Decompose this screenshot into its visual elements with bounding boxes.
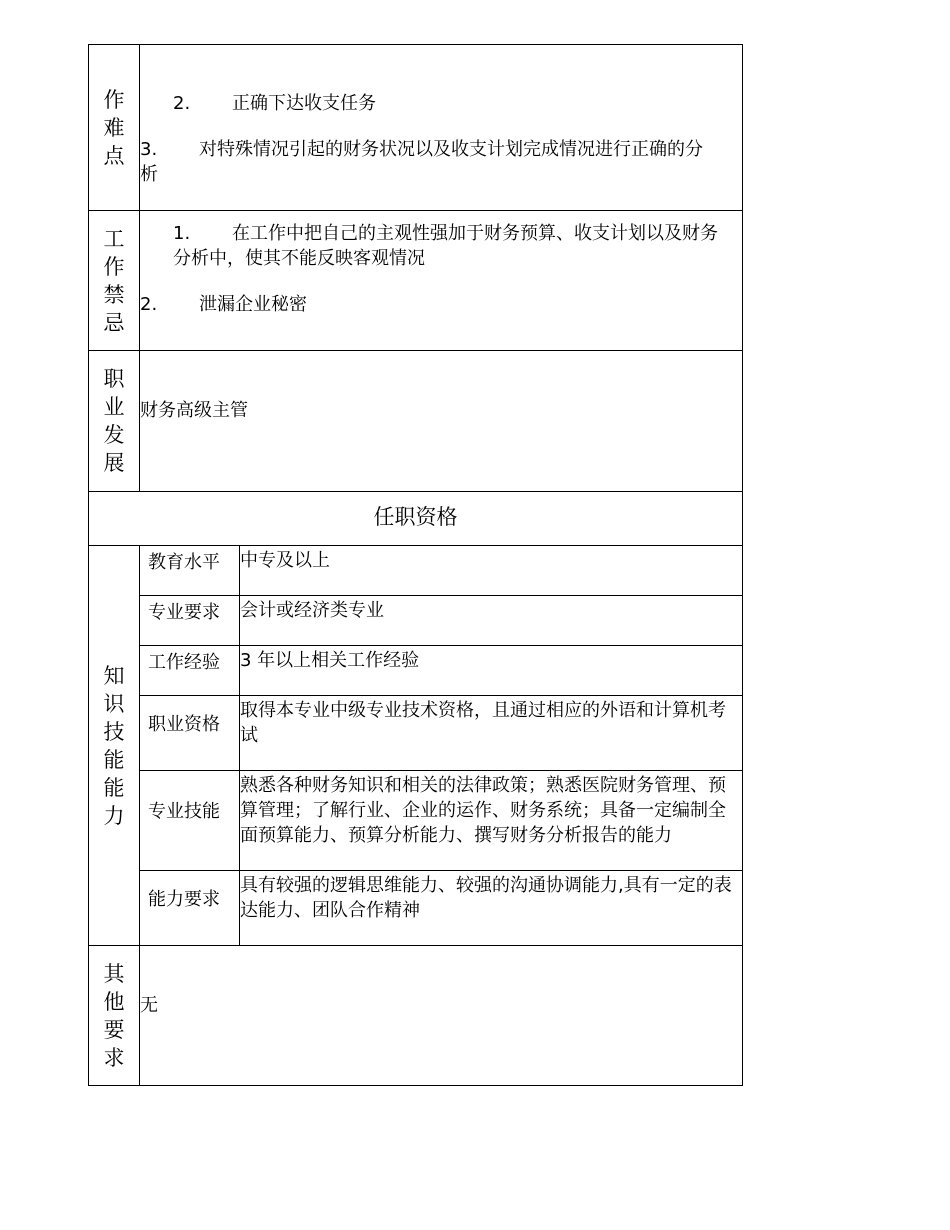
taboo-content: [140, 211, 742, 350]
career-content: [140, 351, 742, 491]
difficulty-item-continued: 析: [140, 164, 158, 185]
education-label: 教育水平: [140, 546, 240, 596]
career-text: 财务高级主管: [140, 400, 248, 421]
difficulty-row: [89, 45, 742, 211]
qualification-title: 任职资格: [373, 504, 458, 529]
taboo-label: 工 作 禁 忌: [89, 211, 140, 350]
taboo-item: 2. 泄漏企业秘密: [140, 294, 307, 315]
other-label: 其 他 要 求: [89, 946, 140, 1085]
major-label: 专业要求: [140, 596, 240, 646]
qualification-header-row: [89, 492, 742, 546]
skills-value: 熟悉各种财务知识和相关的法律政策；熟悉医院财务管理、预算管理；了解行业、企业的运作、财务系统；具备一定编制全面预算能力、预算分析能力、撰写财务分析报告的能力: [240, 771, 742, 871]
certification-label: 职业资格: [140, 696, 240, 771]
other-row: [89, 946, 742, 1085]
career-row: [89, 351, 742, 492]
job-description-table: [88, 44, 743, 1086]
education-value: 中专及以上: [240, 546, 742, 596]
certification-value: 取得本专业中级专业技术资格，且通过相应的外语和计算机考试: [240, 696, 742, 771]
knowledge-label: 知 识 技 能 能 力: [89, 546, 140, 945]
difficulty-label: 作 难 点: [89, 45, 140, 210]
difficulty-item: 3. 对特殊情况引起的财务状况以及收支计划完成情况进行正确的分: [140, 139, 703, 160]
other-text: 无: [140, 995, 158, 1016]
skills-label: 专业技能: [140, 771, 240, 871]
ability-label: 能力要求: [140, 871, 240, 946]
knowledge-row: [89, 546, 742, 946]
experience-label: 工作经验: [140, 646, 240, 696]
other-content: [140, 946, 742, 1085]
taboo-row: [89, 211, 742, 351]
major-value: 会计或经济类专业: [240, 596, 742, 646]
taboo-item: 1. 在工作中把自己的主观性强加于财务预算、收支计划以及财务: [173, 223, 718, 244]
difficulty-item: 2. 正确下达收支任务: [173, 93, 376, 114]
difficulty-content: [140, 45, 742, 210]
taboo-item-continued: 分析中，使其不能反映客观情况: [173, 248, 425, 269]
career-label: 职 业 发 展: [89, 351, 140, 491]
ability-value: 具有较强的逻辑思维能力、较强的沟通协调能力,具有一定的表达能力、团队合作精神: [240, 875, 732, 921]
experience-value: 3 年以上相关工作经验: [240, 646, 742, 696]
